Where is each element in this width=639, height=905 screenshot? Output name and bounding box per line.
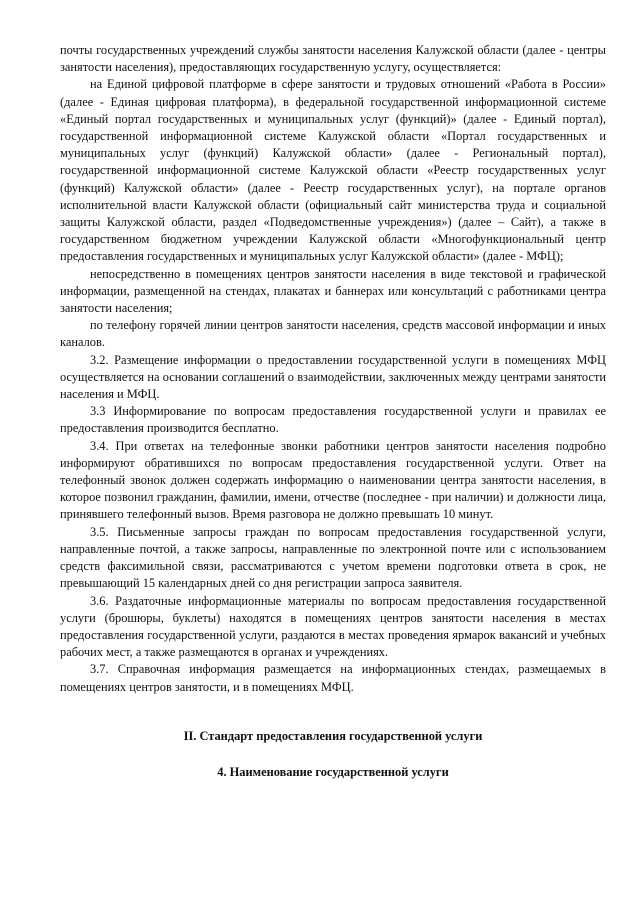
paragraph-premises: непосредственно в помещениях центров занятости населения в виде текстовой и графической информации, размещенной на стендах, плакатах и баннерах или консультаций с работниками центра занятости населения; bbox=[60, 266, 606, 316]
paragraph-platforms: на Единой цифровой платформе в сфере занятости и трудовых отношений «Работа в России» (далее - Единая цифровая платформа), в федеральной государственной информационной системе «Единый портал государственных и муниципальных услуг (функций)» (далее - Единый портал), государственной информационной системе Калужской области «Портал государственных и муниципальных услуг (функций) Калужской области» (далее - Региональный портал), государственной информационной системе Калужской области «Реестр государственных услуг (функций) Калужской области» (далее - Реестр государственных услуг), на портале органов исполнительной власти Калужской области (официальный сайт министерства труда и социальной защиты Калужской области, раздел «Подведомственные учреждения») (далее – Сайт), а также в государственном бюджетном учреждении Калужской области «Многофункциональный центр предоставления государственных и муниципальных услуг Калужской области» (далее - МФЦ); bbox=[60, 77, 606, 264]
paragraph-3-2: 3.2. Размещение информации о предоставлении государственной услуги в помещениях МФЦ осуществляется на основании соглашений о взаимодействии, заключенных между центрами занятости населения и МФЦ. bbox=[60, 352, 606, 402]
paragraph-3-4: 3.4. При ответах на телефонные звонки работники центров занятости населения подробно информируют обратившихся по вопросам предоставления государственной услуги. Ответ на телефонный звонок должен содержать информацию о наименовании центра занятости населения, в которое позвонил гражданин, фамилии, имени, отчестве (последнее - при наличии) и должности лица, принявшего телефонный вызов. Время разговора не должно превышать 10 минут. bbox=[60, 438, 606, 522]
section-heading: II. Стандарт предоставления государственной услуги bbox=[183, 728, 483, 743]
paragraph-3-7: 3.7. Справочная информация размещается на информационных стендах, размещаемых в помещениях центров занятости, и в помещениях МФЦ. bbox=[60, 662, 606, 694]
document-page bbox=[60, 42, 606, 781]
paragraph-3-6: 3.6. Раздаточные информационные материалы по вопросам предоставления государственной услуги (брошюры, буклеты) находятся в помещениях центров занятости населения в местах предоставления государственной услуги, раздаются в местах проведения ярмарок вакансий и учебных рабочих мест, а также размещаются в органах и учреждениях. bbox=[60, 593, 606, 660]
paragraph-intro: почты государственных учреждений службы занятости населения Калужской области (далее - центры занятости населения), предоставляющих государственную услугу, осуществляется: bbox=[60, 43, 606, 75]
paragraph-3-5: 3.5. Письменные запросы граждан по вопросам предоставления государственной услуги, направленные почтой, а также запросы, направленные по электронной почте или с использованием средств факсимильной связи, рассматриваются с учетом времени подготовки ответа в срок, не превышающий 15 календарных дней со дня регистрации запроса заявителя. bbox=[60, 524, 606, 591]
paragraph-hotline: по телефону горячей линии центров занятости населения, средств массовой информации и иных каналов. bbox=[60, 318, 606, 350]
subsection-heading: 4. Наименование государственной услуги bbox=[217, 764, 449, 779]
paragraph-3-3: 3.3 Информирование по вопросам предоставления государственной услуги и правилах ее предоставления производится бесплатно. bbox=[60, 404, 606, 436]
